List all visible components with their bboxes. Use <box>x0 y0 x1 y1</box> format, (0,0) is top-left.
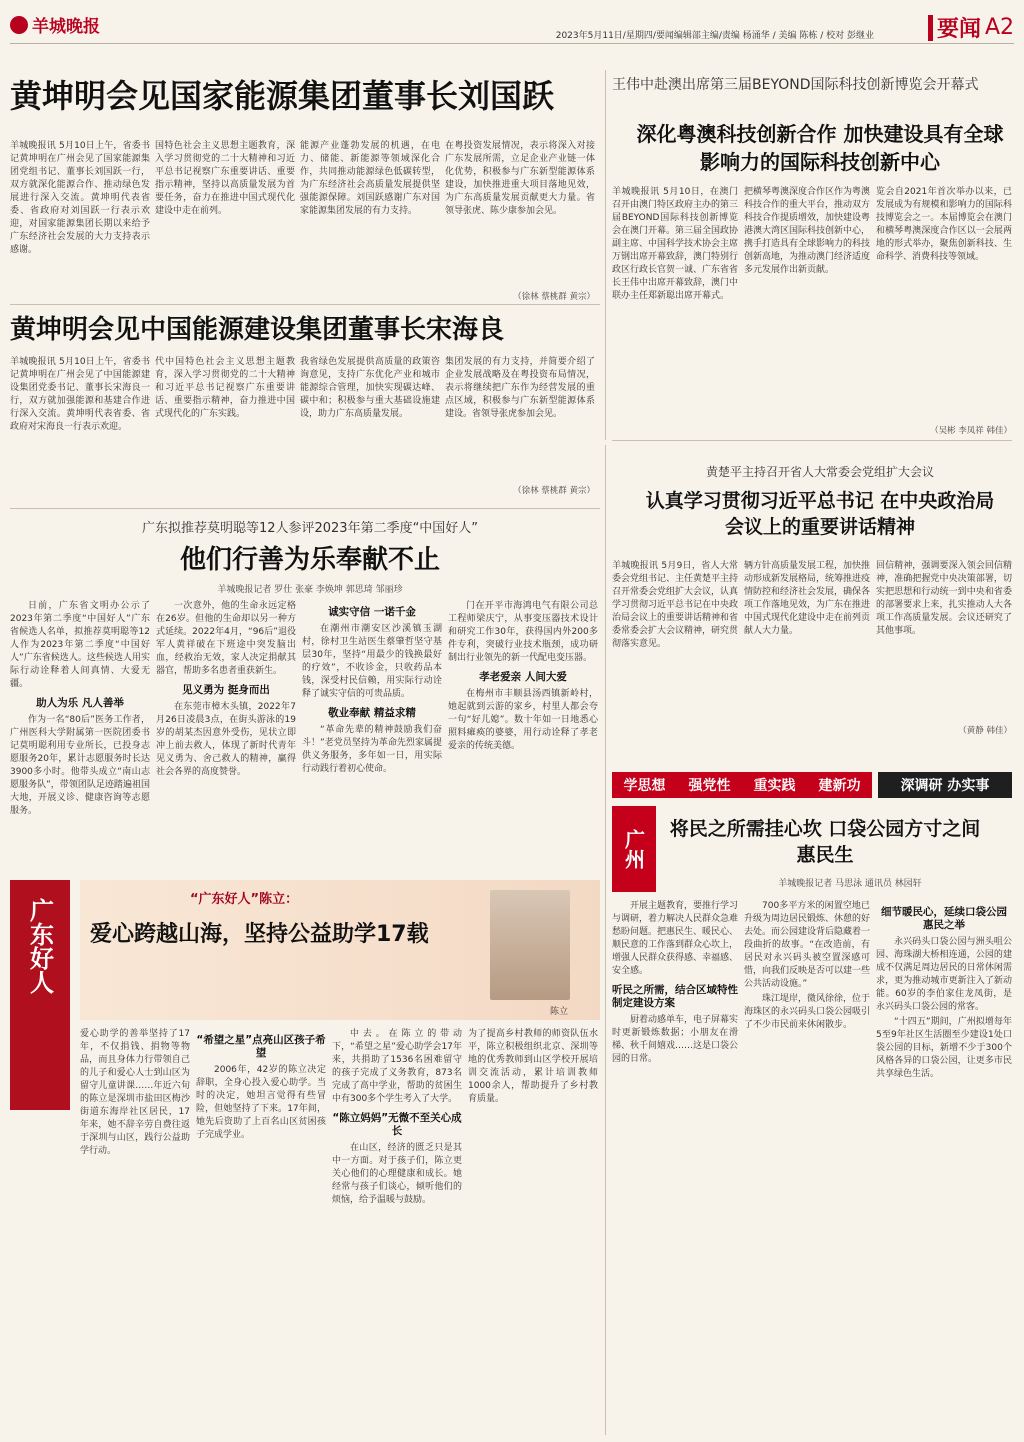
story4-credit: （黄静 韩佳） <box>958 726 1012 736</box>
story5-headline: 他们行善为乐奉献不止 <box>179 545 440 575</box>
story7-col2b-text: 珠江堤岸，微风徐徐，位于海珠区的永兴码头口袋公园吸引了不少市民前来休闲散步。 <box>744 994 870 1030</box>
story1-col1: 羊城晚报讯 5月10日上午，省委书记黄坤明在广州会见了国家能源集团党组书记、董事长刘国跃一行，双方就深化能源合作、推动绿色发展进行深入交流。黄坤明代表省委、省政府对刘国跃一行表示欢迎，对国家能源集团长期以来给予广东经济社会发展的大力支持表示感谢。 <box>10 141 150 255</box>
story5-col3b-text: “革命先辈的精神鼓励我们奋斗！”老党员坚持为革命先烈家属提供义务服务，多年如一日，用实际行动践行着初心使命。 <box>302 725 442 774</box>
story6-sub1: “希望之星”点亮山区孩子希望 <box>196 1034 326 1059</box>
story5-col2b-text: 在东莞市樟木头镇，2022年7月26日凌晨3点，在街头游泳的19岁的胡某杰因意外受伤，见状立即冲上前去救人，体现了新时代青年见义勇为、舍己救人的精神，赢得社会各界的高度赞誉。 <box>156 702 296 777</box>
slogan-3: 重实践 <box>753 778 796 794</box>
story7-banner <box>878 772 1012 798</box>
story1-col4: 在粤投资发展情况，表示将深入对接广东发展所需，立足企业产业链一体化优势，积极参与广东新型能源体系建设，加快推进重大项目落地见效，为广东高质量发展贡献更大力量。省领导张虎、陈少康参加会见。 <box>445 141 595 216</box>
story7-col3 <box>876 900 1012 1430</box>
story7-col2 <box>744 900 870 1430</box>
story7-col1 <box>612 900 738 1430</box>
logo-text: 羊城晚报 <box>32 17 100 37</box>
story6-col4b-text: 在山区，经济的匮乏只是其中一方面。对于孩子们，陈立更关心他们的心理健康和成长。她经常与孩子们谈心，倾听他们的烦恼，给予温暖与鼓励。 <box>332 1143 462 1205</box>
story5-col3 <box>302 600 442 868</box>
story6-side-label: 广东好人 <box>25 898 55 994</box>
story6-side-panel <box>10 880 70 1110</box>
story6-col3-text: 中去。在陈立的带动下，“希望之星”爱心助学会17年来，共捐助了1536名困难留守的孩子完成了义务教育，873名完成了高中学业，帮助的贫困生中有300多个学生考入了大学。 <box>332 1029 462 1104</box>
section-tag <box>928 12 1014 43</box>
story7-col2-text: 700多平方米的闲置空地已升级为周边居民锻炼、休憩的好去处。而公园建设背后隐藏着一段曲折的故事。“在改造前，有居民对永兴码头被空置深感可惜，向我们反映是否可以建一些公共活动设施。” <box>744 901 870 989</box>
story5-sub4: 敬业奉献 精益求精 <box>328 707 416 719</box>
story6-headline: 爱心跨越山海，坚持公益助学17载 <box>90 922 429 947</box>
story7-sub1: 听民之所需，结合区域特性制定建设方案 <box>612 984 738 1009</box>
story7-col3-text: 永兴码头口袋公园与洲头咀公园、海珠湖大桥相连通，公园的建成不仅满足周边居民的日常休闲需求，更为推动城市更新注入了新动能。60岁的李伯家住龙凤街，是永兴码头口袋公园的常客。 <box>876 937 1012 1012</box>
story3-col1: 羊城晚报讯 5月10日上午，省委书记黄坤明在广州会见了中国能源建设集团党委书记、董事长宋海良一行，双方就加强能源和基建合作进行深入交流。黄坤明代表省委、省政府对宋海良一行表示欢迎。 <box>10 357 150 432</box>
slogan-4: 建新功 <box>818 778 861 794</box>
story1-credit: （徐林 蔡桃群 黄宗） <box>513 292 595 302</box>
story6-kicker: “广东好人”陈立： <box>190 892 299 907</box>
slogan-2: 强党性 <box>688 778 731 794</box>
story5-col3-text: 在潮州市潮安区沙溪镇玉湖村，徐村卫生站医生蔡肇哲坚守基层30年，坚持“用最少的钱换最好的疗效”，不收诊金，只收药品本钱，深受村民信赖，用实际行动诠释了诚实守信的可贵品质。 <box>302 624 442 699</box>
story4-col2: 辆方针高质量发展工程，加快推动形成新发展格局，统筹推进疫情防控和经济社会发展，确保各项工作落地见效，为广东在推进中国式现代化建设中走在前列贡献人大力量。 <box>744 561 870 636</box>
story5-sub5: 孝老爱亲 人间大爱 <box>479 671 567 683</box>
story5-sub1: 助人为乐 凡人善举 <box>36 697 124 709</box>
story6-sub2: “陈立妈妈”无微不至关心成长 <box>332 1112 462 1137</box>
story5-byline: 羊城晚报记者 罗仕 张豪 李焕坤 郭思琦 邹丽珍 <box>217 585 403 595</box>
story6-col3 <box>332 1028 462 1428</box>
story7-col1-text: 开展主题教育，要推行学习与调研，着力解决人民群众急难愁盼问题。把惠民生、暖民心、顺民意的工作落到群众心坎上，增强人民群众获得感、幸福感、安全感。 <box>612 901 738 976</box>
story1-col3: 能源产业蓬勃发展的机遇，在电力、储能、新能源等领域深化合作，共同推动能源绿色低碳转型，为广东经济社会高质量发展提供坚强能源保障。刘国跃感谢广东对国家能源集团发展的有力支持。 <box>300 141 440 216</box>
logo-icon <box>10 16 28 34</box>
story6-col4: 为了提高乡村教师的师资队伍水平，陈立积极组织北京、深圳等地的优秀教师到山区学校开展培训交流活动，累计培训教师1000余人，帮助提升了乡村教育质量。 <box>468 1029 598 1104</box>
photo-caption: 陈立 <box>550 1007 569 1017</box>
story5-col2-text: 一次意外，他的生命永远定格在26岁。但他的生命却以另一种方式延续。2022年4月，“96后”退役军人黄祥破在下班途中突发脑出血，经救治无效，家人决定捐献其器官，帮助多名患者重获新生。 <box>156 601 296 676</box>
story6-col2-text: 2006年，42岁的陈立决定辞职，全身心投入爱心助学。当时的决定，她坦言觉得有些冒险，但她坚持了下来。17年间，她先后资助了上百名山区贫困孩子完成学业。 <box>196 1065 326 1140</box>
story5-col4-text: 门在开平市海鸿电气有限公司总工程师梁庆宁，从事变压器技术设计和研究工作30年，获得国内外200多件专利，突破行业技术瓶颈，成功研制出行业领先的新一代配电变压器。 <box>448 601 598 663</box>
story2-headline: 深化粤澳科技创新合作 加快建设具有全球影响力的国际科技创新中心 <box>636 122 1004 174</box>
story7-slogan-bar <box>612 772 872 798</box>
story5-kicker: 广东拟推荐莫明聪等12人参评2023年第二季度“中国好人” <box>141 521 479 536</box>
story1-col2: 国特色社会主义思想主题教育，深入学习贯彻党的二十大精神和习近平总书记视察广东重要讲话、重要指示精神，坚持以高质量发展为首要任务，奋力在推进中国式现代化建设中走在前列。 <box>155 141 295 216</box>
masthead <box>10 12 1014 44</box>
story7-byline: 羊城晚报记者 马思泳 通讯员 林园轩 <box>778 879 922 889</box>
story5-col1 <box>10 600 150 868</box>
banner-text: 深调研 办实事 <box>900 778 990 794</box>
story5-sub2: 见义勇为 挺身而出 <box>182 684 270 696</box>
story6-banner <box>80 880 600 1020</box>
story7-col3b-text: “十四五”期间，广州拟增每年5至9年社区生活圈至少建设1处口袋公园的目标，新增不少于300个风格各异的口袋公园，让更多市民共享绿色生活。 <box>876 1017 1012 1079</box>
story2-col2: 把横琴粤澳深度合作区作为粤澳科技合作的重大平台，推动双方科技合作提质增效，加快建设粤港澳大湾区国际科技创新中心，携手打造具有全球影响力的科技创新高地，为推动澳门经济适度多元发展作出新贡献。 <box>744 187 870 275</box>
slogan-1: 学思想 <box>623 778 666 794</box>
story6-col2 <box>196 1028 326 1428</box>
story7-sub3: 细节暖民心，延续口袋公园惠民之举 <box>881 906 1007 931</box>
story2-col1: 羊城晚报讯 5月10日，在澳门召开由澳门特区政府主办的第三届BEYOND国际科技创新博览会在澳门开幕。第三届全国政协副主席、中国科学技术协会主席万钢出席开幕致辞，澳门特别行政区行政长官贺一诚、广东省省长王伟中出席开幕致辞，澳门中联办主任郑新聪出席开幕式。 <box>612 187 738 301</box>
story5-col2 <box>156 600 296 868</box>
story2-col3: 览会自2021年首次举办以来，已发展成为有规模和影响力的国际科技博览会之一。本届博览会在澳门和横琴粤澳深度合作区以一会展两地的形式举办，聚焦创新科技、生命科学、消费科技等领域。 <box>876 187 1012 262</box>
story7-col1b-text: 厨着动感单车，电子屏幕实时更新锻炼数据；小朋友在滑梯、秋千间嬉戏……这是口袋公园的日常。 <box>612 1015 738 1064</box>
story5-col4b-text: 在梅州市丰顺县汤西镇新岭村，她起就到云游的家乡，村里人都会夸一句“好儿媳”。数十年如一日地悉心照料瘫痪的婆婆，用行动诠释了孝老爱亲的传统美德。 <box>448 689 598 751</box>
story5-col4 <box>448 600 598 868</box>
story4-col1: 羊城晚报讯 5月9日，省人大常委会党组书记、主任黄楚平主持召开常委会党组扩大会议，认真学习贯彻习近平总书记在中央政治局会议上的重要讲话精神和省委常委会扩大会议精神，研究贯彻落实意见。 <box>612 561 738 649</box>
story3-col2: 代中国特色社会主义思想主题教育，深入学习贯彻党的二十大精神和习近平总书记视察广东重要讲话、重要指示精神，奋力推进中国式现代化的广东实践。 <box>155 357 295 419</box>
story6-col1: 爱心助学的善举坚持了17年，不仅捐钱、捐物等物品，而且身体力行带领自己的儿子和爱心人士到山区为留守儿童讲课……年近六旬的陈立是深圳市盐田区梅沙街道东海岸社区居民，17年来，她不辞辛劳自费往返于深圳与山区，践行公益助学行动。 <box>80 1029 190 1156</box>
story5-col1-text: 日前，广东省文明办公示了2023年第二季度“中国好人”广东省候选人名单，拟推荐莫明聪等12人作为2023年第二季度“中国好人”广东省候选人。这些候选人用实际行动诠释着人间真情、大爱无疆。 <box>10 601 150 689</box>
story2-kicker: 王伟中赴澳出席第三届BEYOND国际科技创新博览会开幕式 <box>612 77 979 93</box>
story4-col3: 回信精神，强调要深入领会回信精神，准确把握党中央决策部署，切实把思想和行动统一到中央和省委的部署要求上来，扎实推动人大各项工作高质量发展。会议还研究了其他事项。 <box>876 561 1012 636</box>
section-bar <box>928 15 933 41</box>
date-line: 2023年5月11日/星期四/要闻编辑部主编/责编 杨涌华 / 美编 陈栋 / 校对 彭继业 <box>555 31 874 41</box>
story4-kicker: 黄楚平主持召开省人大常委会党组扩大会议 <box>705 465 934 479</box>
story2-credit: （吴彬 李凤祥 韩佳） <box>930 426 1012 436</box>
page-number: A2 <box>984 15 1014 40</box>
chen-li-photo <box>490 890 570 1000</box>
story4-headline: 认真学习贯彻习近平总书记 在中央政治局会议上的重要讲话精神 <box>645 490 995 538</box>
story3-credit: （徐林 蔡桃群 黄宗） <box>513 486 595 496</box>
story1-headline: 黄坤明会见国家能源集团董事长刘国跃 <box>10 77 555 115</box>
story7-headline: 将民之所需挂心坎 口袋公园方寸之间惠民生 <box>669 818 981 866</box>
story3-headline: 黄坤明会见中国能源建设集团董事长宋海良 <box>10 315 505 345</box>
story3-col3: 我省绿色发展提供高质量的政策咨询意见，支持广东优化产业和城市能源综合管理，加快实现碳达峰、碳中和；积极参与重大基础设施建设，助力广东高质量发展。 <box>300 357 440 419</box>
story3-col4: 集团发展的有力支持，并简要介绍了企业发展战略及在粤投资布局情况，表示将继续把广东作为经营发展的重点区域，积极参与广东新型能源体系建设。省领导张虎参加会见。 <box>445 357 595 419</box>
section-name: 要闻 <box>936 17 981 42</box>
story5-col1b-text: 作为一名“80后”医务工作者，广州医科大学附属第一医院团委书记莫明聪利用专业所长，已投身志愿服务20年，累计志愿服务时长达3900多小时。他带头成立“南山志愿服务队”，带领团队足迹踏遍祖国大地，开展义诊、健康咨询等志愿服务。 <box>10 715 150 816</box>
story5-sub3: 诚实守信 一诺千金 <box>328 606 416 618</box>
place-text: 广州 <box>621 829 646 869</box>
newspaper-logo <box>10 12 100 37</box>
story7-place-tag <box>612 806 656 892</box>
